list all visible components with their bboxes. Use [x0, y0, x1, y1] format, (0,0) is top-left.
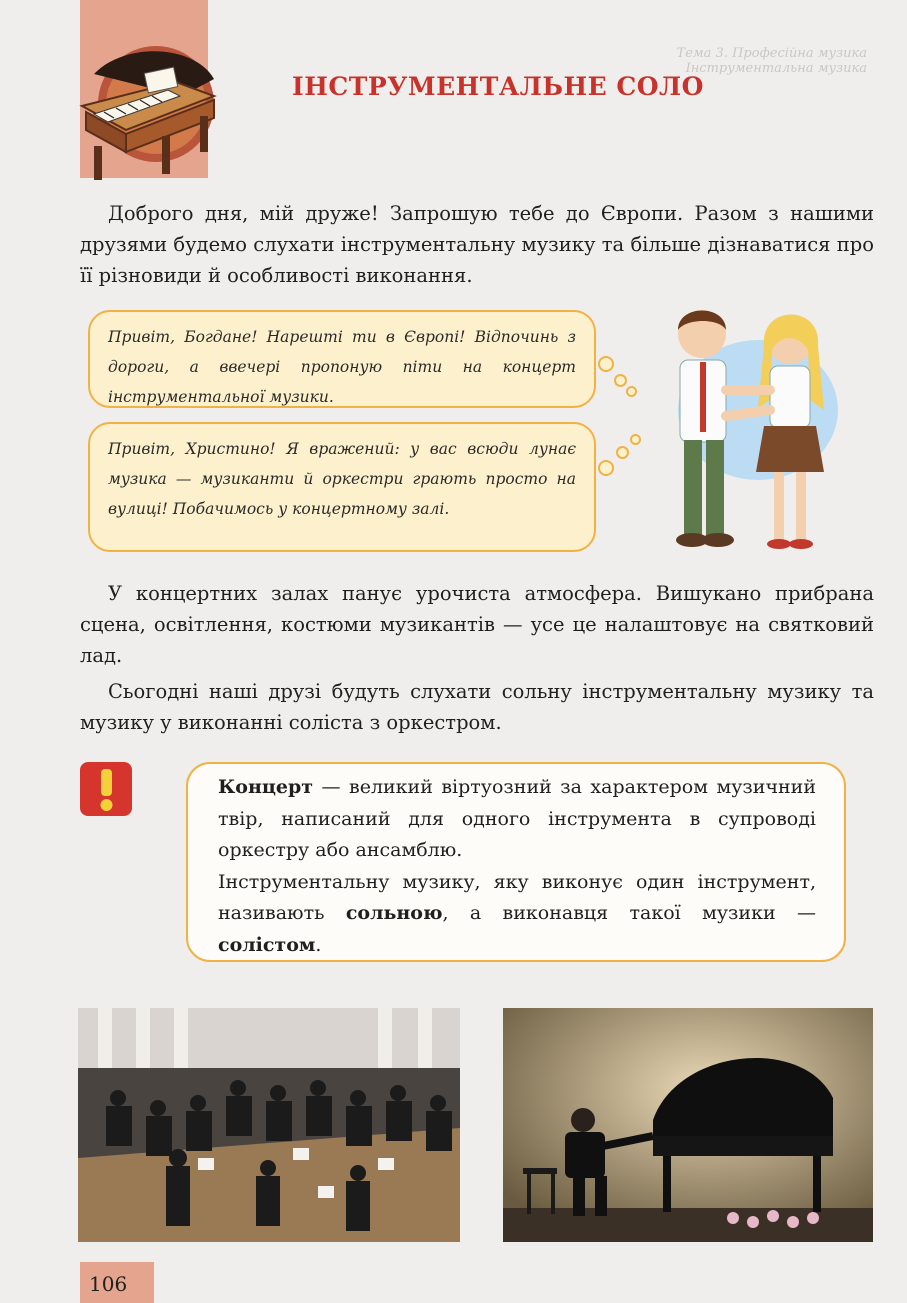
bubble-tail-dot	[626, 386, 637, 397]
definition-solo	[218, 867, 816, 962]
pianist-photo	[503, 1008, 873, 1242]
bubble-tail-dot	[598, 460, 614, 476]
intro-paragraph: Доброго дня, мій друже! Запрошую тебе до Європи. Разом з нашими друзями будемо слухати інструментальну музику та більше дізнаватися про її різновиди й особливості виконання.	[80, 202, 874, 287]
page-number: 106	[89, 1272, 128, 1296]
running-header-line: Інструментальна музика	[685, 61, 867, 76]
running-header-line: Тема 3. Професійна музика	[676, 46, 867, 61]
term-concert: Концерт	[218, 776, 314, 798]
definition-text: Інструментальну музику, яку виконує один інструмент, називають	[218, 870, 816, 924]
speech-bubble	[88, 310, 596, 408]
body-paragraph: У концертних залах панує урочиста атмосфера. Вишукано прибрана сцена, освітлення, костюми музикантів — усе це налаштовує на святковий лад.	[80, 582, 874, 667]
orchestra-photo	[78, 1008, 460, 1242]
page-title: ІНСТРУМЕНТАЛЬНЕ СОЛО	[292, 72, 704, 101]
term-soloist: солістом	[218, 933, 316, 956]
body-paragraph: Сьогодні наші друзі будуть слухати сольну інструментальну музику та музику у виконанні соліста з оркестром.	[80, 680, 874, 734]
speech-bubble-text: Привіт, Богдане! Нарешті ти в Європі! Відпочинь з дороги, а ввечері пропоную піти на концерт інструментальної музики.	[108, 328, 576, 406]
running-header	[677, 46, 867, 76]
bubble-tail-dot	[614, 374, 627, 387]
bubble-tail-dot	[598, 356, 614, 372]
speech-bubble	[88, 422, 596, 552]
definition-concert	[218, 772, 816, 867]
grand-piano-icon	[64, 34, 224, 184]
definition-text: — великий віртуозний за характером музичний твір, написаний для одного інструмента в супроводі оркестру або ансамблю.	[218, 776, 816, 861]
definition-text: , а виконавця такої музики —	[442, 902, 817, 924]
children-illustration	[640, 290, 850, 565]
definition-box	[186, 762, 846, 962]
exclamation-icon	[80, 762, 132, 816]
term-solo: сольною	[345, 902, 443, 924]
speech-bubble-text: Привіт, Христино! Я вражений: у вас всюди лунає музика — музиканти й оркестри грають просто на вулиці! Побачимось у концертному залі.	[108, 440, 576, 518]
definition-text: .	[315, 933, 322, 956]
bubble-tail-dot	[616, 446, 629, 459]
